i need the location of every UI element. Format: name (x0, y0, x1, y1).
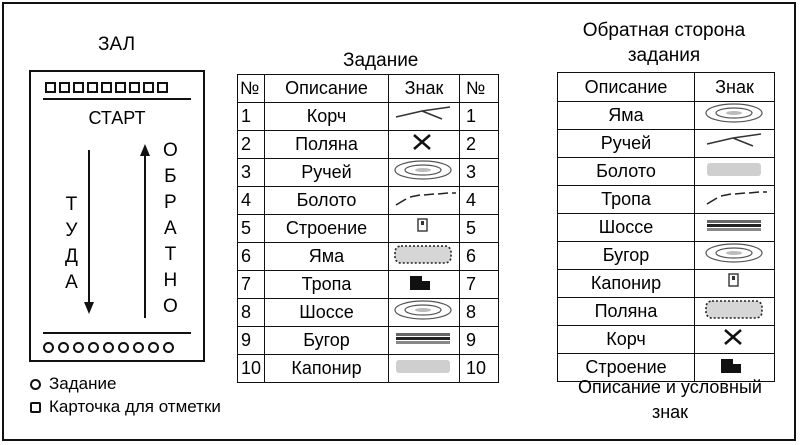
task-row-sign (389, 159, 460, 187)
square-marker-icon (143, 82, 154, 93)
task-row-num2: 4 (460, 187, 499, 215)
task-row (238, 299, 499, 327)
back-row-desc: Строение (558, 354, 695, 382)
circle-marker-icon (73, 342, 84, 353)
task-row-desc: Ручей (265, 159, 389, 187)
gray-area-icon (703, 158, 767, 185)
task-row (238, 271, 499, 299)
task-row-num: 1 (238, 103, 265, 131)
square-marker-icon (115, 82, 126, 93)
contour-oval-icon (703, 242, 767, 269)
back-row (558, 102, 775, 130)
small-building-icon (703, 270, 767, 297)
task-row-num2: 3 (460, 159, 499, 187)
back-row-desc: Болото (558, 158, 695, 186)
task-title: Задание (343, 50, 419, 71)
forward-letters (65, 192, 78, 296)
back-arrow-icon (137, 142, 153, 320)
task-row-desc: Тропа (265, 271, 389, 299)
forward-letter: Д (65, 246, 78, 267)
back-letter: Б (164, 166, 177, 187)
back-header-sign: Знак (695, 73, 775, 102)
square-marker-icon (129, 82, 140, 93)
back-letter: Р (164, 192, 177, 213)
task-header-sign: Знак (389, 75, 460, 103)
hall-circles-row (43, 342, 174, 353)
circle-marker-icon (30, 379, 41, 390)
task-row-num2: 6 (460, 243, 499, 271)
task-row-desc: Строение (265, 215, 389, 243)
back-row-desc: Бугор (558, 242, 695, 270)
task-row-sign (389, 355, 460, 383)
task-row-sign (389, 215, 460, 243)
task-row (238, 355, 499, 383)
circle-marker-icon (148, 342, 159, 353)
task-header-row (238, 75, 499, 103)
back-row-sign (695, 326, 775, 354)
task-row-num2: 8 (460, 299, 499, 327)
black-building-icon (392, 271, 456, 298)
task-row-desc: Болото (265, 187, 389, 215)
task-row (238, 243, 499, 271)
circle-marker-icon (133, 342, 144, 353)
dashed-trail-icon (392, 187, 456, 214)
back-row-sign (695, 102, 775, 130)
task-row (238, 215, 499, 243)
start-line (43, 98, 191, 100)
task-row-num: 6 (238, 243, 265, 271)
back-row (558, 130, 775, 158)
task-row-num: 4 (238, 187, 265, 215)
contour-oval-icon (392, 299, 456, 326)
legend-task-label: Задание (49, 374, 117, 393)
square-marker-icon (101, 82, 112, 93)
back-row-desc: Ручей (558, 130, 695, 158)
back-row-sign (695, 158, 775, 186)
hall-box (29, 70, 205, 362)
back-letter: Н (163, 270, 178, 291)
task-row-desc: Капонир (265, 355, 389, 383)
back-header-desc: Описание (558, 73, 695, 102)
back-header-row (558, 73, 775, 102)
circle-marker-icon (88, 342, 99, 353)
task-row-num: 3 (238, 159, 265, 187)
back-title-line1: Обратная сторона (582, 20, 746, 41)
task-row-num: 7 (238, 271, 265, 299)
back-letter: О (163, 140, 178, 161)
back-row (558, 214, 775, 242)
back-caption-line2: знак (651, 402, 689, 422)
forward-arrow-icon (81, 148, 97, 318)
task-row-num: 8 (238, 299, 265, 327)
dotted-area-icon (392, 243, 456, 270)
square-marker-icon (157, 82, 168, 93)
legend-task (30, 374, 116, 394)
forward-letter: А (65, 272, 78, 293)
back-row-desc: Капонир (558, 270, 695, 298)
back-row-sign (695, 242, 775, 270)
task-row (238, 187, 499, 215)
back-row (558, 298, 775, 326)
task-row-num: 5 (238, 215, 265, 243)
back-row-sign (695, 214, 775, 242)
cross-icon (392, 131, 456, 158)
task-row-sign (389, 187, 460, 215)
finish-line (43, 332, 191, 334)
square-marker-icon (87, 82, 98, 93)
task-row-num2: 5 (460, 215, 499, 243)
task-row-sign (389, 327, 460, 355)
square-marker-icon (73, 82, 84, 93)
back-row-desc: Шоссе (558, 214, 695, 242)
legend-card (30, 397, 221, 417)
back-row (558, 270, 775, 298)
task-row (238, 327, 499, 355)
task-header-num2: № (460, 75, 499, 103)
square-marker-icon (30, 402, 41, 413)
task-table (237, 74, 499, 383)
task-row-sign (389, 271, 460, 299)
start-label: СТАРТ (88, 108, 146, 128)
back-row (558, 158, 775, 186)
task-row-num2: 2 (460, 131, 499, 159)
road-stripes-icon (703, 214, 767, 241)
back-row-desc: Поляна (558, 298, 695, 326)
cross-icon (703, 326, 767, 353)
small-building-icon (392, 215, 456, 242)
square-marker-icon (45, 82, 56, 93)
hall-squares-row (45, 82, 168, 93)
task-row-sign (389, 243, 460, 271)
back-letters (163, 138, 178, 320)
task-row-desc: Бугор (265, 327, 389, 355)
gray-area-icon (392, 355, 456, 382)
task-row-sign (389, 131, 460, 159)
back-row-sign (695, 270, 775, 298)
back-row (558, 242, 775, 270)
task-row-sign (389, 103, 460, 131)
back-row-sign (695, 130, 775, 158)
task-header-desc: Описание (265, 75, 389, 103)
back-caption-line1: Описание и условный (578, 377, 762, 397)
back-letter: О (163, 296, 178, 317)
forked-tree-icon (703, 130, 767, 157)
circle-marker-icon (43, 342, 54, 353)
back-letter: Т (164, 244, 177, 265)
back-row (558, 186, 775, 214)
back-row (558, 326, 775, 354)
task-row-num2: 9 (460, 327, 499, 355)
task-header-num: № (238, 75, 265, 103)
forward-letter: У (65, 220, 78, 241)
task-row-desc: Яма (265, 243, 389, 271)
back-row-sign (695, 186, 775, 214)
back-row-desc: Тропа (558, 186, 695, 214)
back-table (557, 72, 775, 382)
task-row-desc: Корч (265, 103, 389, 131)
task-row-num: 10 (238, 355, 265, 383)
task-row-sign (389, 299, 460, 327)
circle-marker-icon (163, 342, 174, 353)
task-row-num: 2 (238, 131, 265, 159)
square-marker-icon (59, 82, 70, 93)
task-row-num2: 1 (460, 103, 499, 131)
dashed-trail-icon (703, 186, 767, 213)
back-row-desc: Корч (558, 326, 695, 354)
road-stripes-icon (392, 327, 456, 354)
contour-oval-icon (392, 159, 456, 186)
task-row-num2: 7 (460, 271, 499, 299)
task-row (238, 103, 499, 131)
task-row (238, 131, 499, 159)
circle-marker-icon (58, 342, 69, 353)
circle-marker-icon (118, 342, 129, 353)
back-row-sign (695, 298, 775, 326)
forward-letter: Т (65, 194, 78, 215)
dotted-area-icon (703, 298, 767, 325)
contour-oval-icon (703, 102, 767, 129)
legend-card-label: Карточка для отметки (49, 397, 221, 416)
task-row-desc: Поляна (265, 131, 389, 159)
back-letter: А (164, 218, 177, 239)
task-row-desc: Шоссе (265, 299, 389, 327)
task-row-num: 9 (238, 327, 265, 355)
hall-title: ЗАЛ (98, 34, 136, 55)
back-title-line2: задания (627, 45, 701, 66)
task-row-num2: 10 (460, 355, 499, 383)
forked-tree-icon (392, 103, 456, 130)
task-row (238, 159, 499, 187)
back-row-desc: Яма (558, 102, 695, 130)
circle-marker-icon (103, 342, 114, 353)
